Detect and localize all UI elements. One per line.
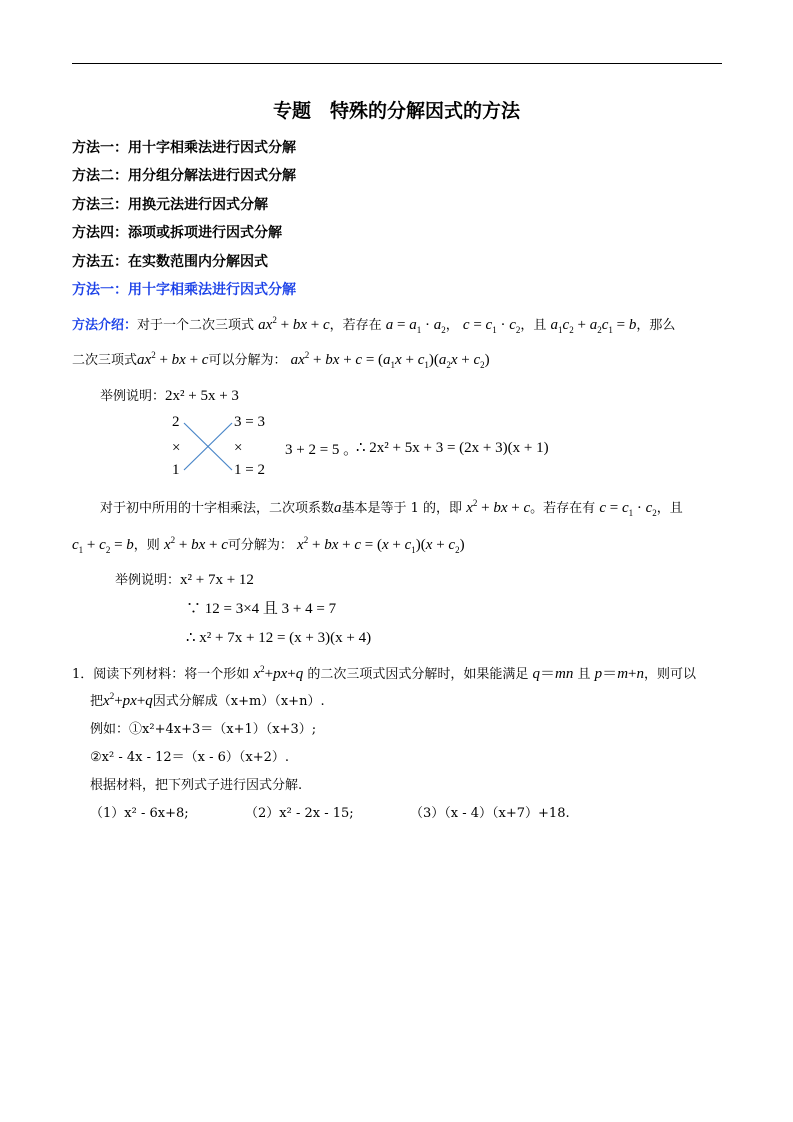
method-3: 方法三：用换元法进行因式分解: [72, 197, 268, 213]
method-2: 方法二：用分组分解法进行因式分解: [72, 168, 296, 184]
cross-bottom-left: 1: [172, 462, 180, 478]
section-heading: 方法一：用十字相乘法进行因式分解: [72, 282, 296, 298]
formula-factored: $ax^2$ + bx + $c = (a_1x + c_1)(a_2x + c_2)$: [290, 350, 490, 370]
cross-result: ∴ 2x² + 5x + 3 = (2x + 3)(x + 1): [356, 440, 549, 456]
method-4: 方法四：添项或拆项进行因式分解: [72, 225, 282, 241]
intro-line-1: 方法介绍：对于一个二次三项式 $ax^2$ + bx + c，若存在 $a = a_1 \cdot a_2$， $c = c_1 \cdot c_2$，且 $a_1c_2 + a_2c_1 = b$，那么: [72, 315, 676, 335]
circled-1-icon: ①: [129, 722, 143, 737]
method-5: 方法五：在实数范围内分解因式: [72, 254, 268, 270]
intro-label: 方法介绍：: [72, 318, 138, 333]
para2-line-1: 对于初中所用的十字相乘法，二次项系数a基本是等于 1 的，即 $x^2$ + bx + c。若存在有 $c = c_1 \cdot c_2$，且: [100, 498, 683, 518]
because-line: ∵ 12 = 3×4 且 3 + 4 = 7: [186, 601, 337, 617]
circled-2-icon: ②: [90, 750, 102, 765]
problem-line-2: 把$x^2+px+q$因式分解成（x+m）（x+n）.: [90, 691, 325, 709]
problem-q3: （3）（x - 4）（x+7）+18.: [410, 806, 570, 821]
formula-trinomial: $ax^2$ + bx + c: [258, 315, 330, 333]
example-2: 举例说明：x² + 7x + 12: [115, 572, 254, 588]
cross-mid-left: ×: [172, 440, 181, 456]
page-title: 专题 特殊的分解因式的方法: [272, 100, 520, 122]
problem-line-1: 1．阅读下列材料：将一个形如 $x^2+px+q$ 的二次三项式因式分解时，如果能满足 q＝mn 且 p＝m+n，则可以: [72, 664, 697, 682]
cross-top-left: 2: [172, 414, 180, 430]
therefore-line: ∴ x² + 7x + 12 = (x + 3)(x + 4): [186, 630, 372, 646]
example-1: 举例说明：2x² + 5x + 3: [100, 388, 239, 404]
problem-example-1: 例如：①x²+4x+3＝（x+1）（x+3）;: [90, 722, 317, 737]
para2-line-2: $c_1 + c_2 = b$，则 $x^2$ + bx + c可分解为： $x^2$ + bx + $c = (x + c_1)(x + c_2)$: [72, 535, 465, 555]
intro-line-2: 二次三项式$ax^2$ + bx + c可以分解为： $ax^2$ + bx + $c = (a_1x + c_1)(a_2x + c_2)$: [72, 350, 490, 370]
cross-mid-right: ×: [234, 440, 243, 456]
problem-example-2: ②x² - 4x - 12＝（x - 6）（x+2）.: [90, 750, 290, 765]
cross-sum: 3 + 2 = 5 。: [285, 442, 359, 458]
method-1: 方法一：用十字相乘法进行因式分解: [72, 140, 296, 156]
problem-q2: （2）x² - 2x - 15;: [245, 806, 354, 821]
cross-top-right: 3 = 3: [234, 414, 265, 430]
problem-task: 根据材料，把下列式子进行因式分解.: [90, 778, 303, 793]
cross-bottom-right: 1 = 2: [234, 462, 265, 478]
problem-q1: （1）x² - 6x+8;: [90, 806, 189, 821]
